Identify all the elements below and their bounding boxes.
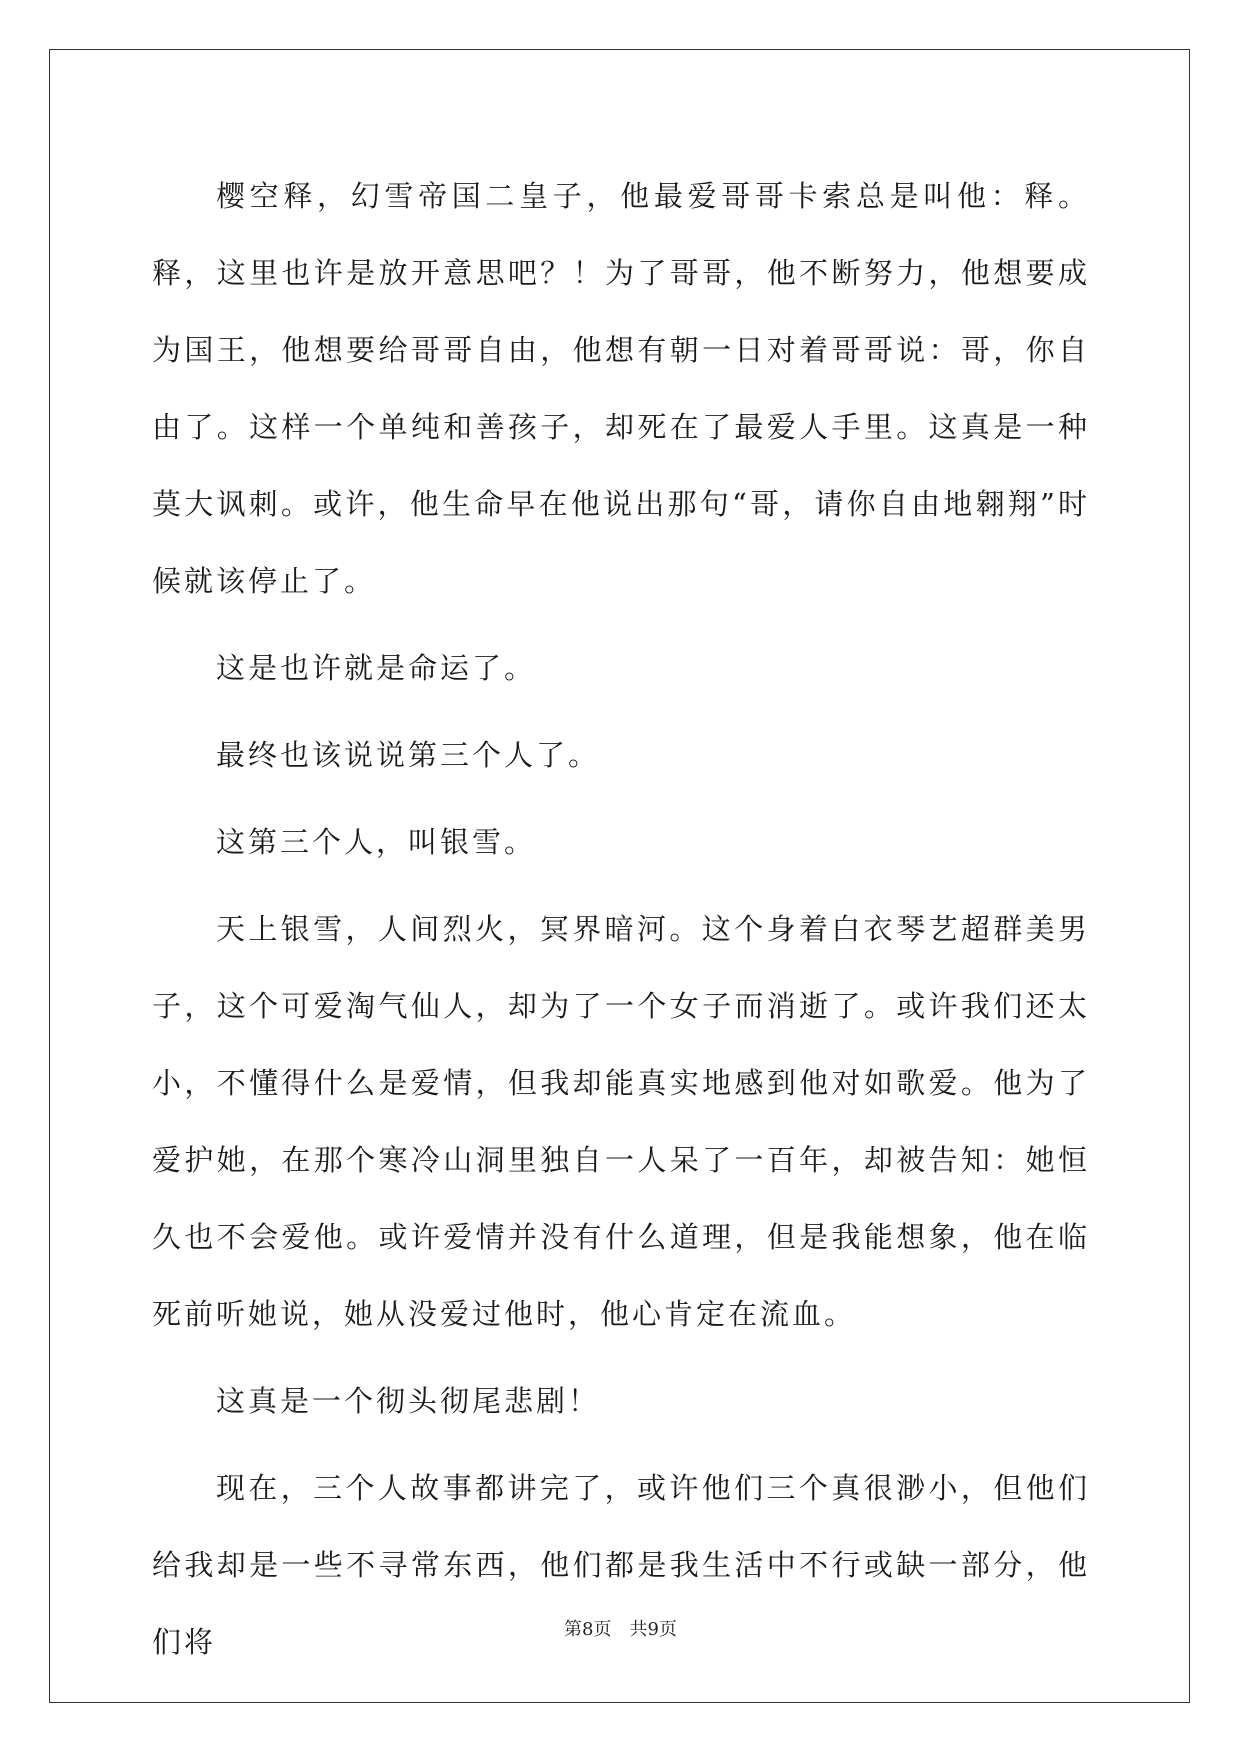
document-body	[152, 158, 1090, 1691]
page-footer	[0, 1615, 1241, 1641]
paragraph: 这是也许就是命运了。	[216, 651, 537, 685]
paragraph: 最终也该说说第三个人了。	[216, 738, 601, 772]
paragraph: 这真是一个彻头彻尾悲剧！	[216, 1384, 601, 1418]
current-page-label: 第8页	[564, 1619, 612, 1640]
paragraph: 樱空释，幻雪帝国二皇子，他最爱哥哥卡索总是叫他：释。释，这里也许是放开意思吧？！为了哥哥，他不断努力，他想要成为国王，他想要给哥哥自由，他想有朝一日对着哥哥说：哥，你自由了。这样一个单纯和善孩子，却死在了最爱人手里。这真是一种莫大讽刺。或许，他生命早在他说出那句“哥，请你自由地翱翔”时候就该停止了。	[152, 179, 1090, 598]
paragraph: 这第三个人，叫银雪。	[216, 825, 537, 859]
paragraph: 天上银雪，人间烈火，冥界暗河。这个身着白衣琴艺超群美男子，这个可爱淘气仙人，却为了一个女子而消逝了。或许我们还太小，不懂得什么是爱情，但我却能真实地感到他对如歌爱。他为了爱护她，在那个寒冷山洞里独自一人呆了一百年，却被告知：她恒久也不会爱他。或许爱情并没有什么道理，但是我能想象，他在临死前听她说，她从没爱过他时，他心肯定在流血。	[152, 912, 1090, 1331]
total-pages-label: 共9页	[629, 1619, 677, 1640]
paragraph: 现在，三个人故事都讲完了，或许他们三个真很渺小，但他们给我却是一些不寻常东西，他们都是我生活中不行或缺一部分，他们将	[152, 1471, 1090, 1659]
